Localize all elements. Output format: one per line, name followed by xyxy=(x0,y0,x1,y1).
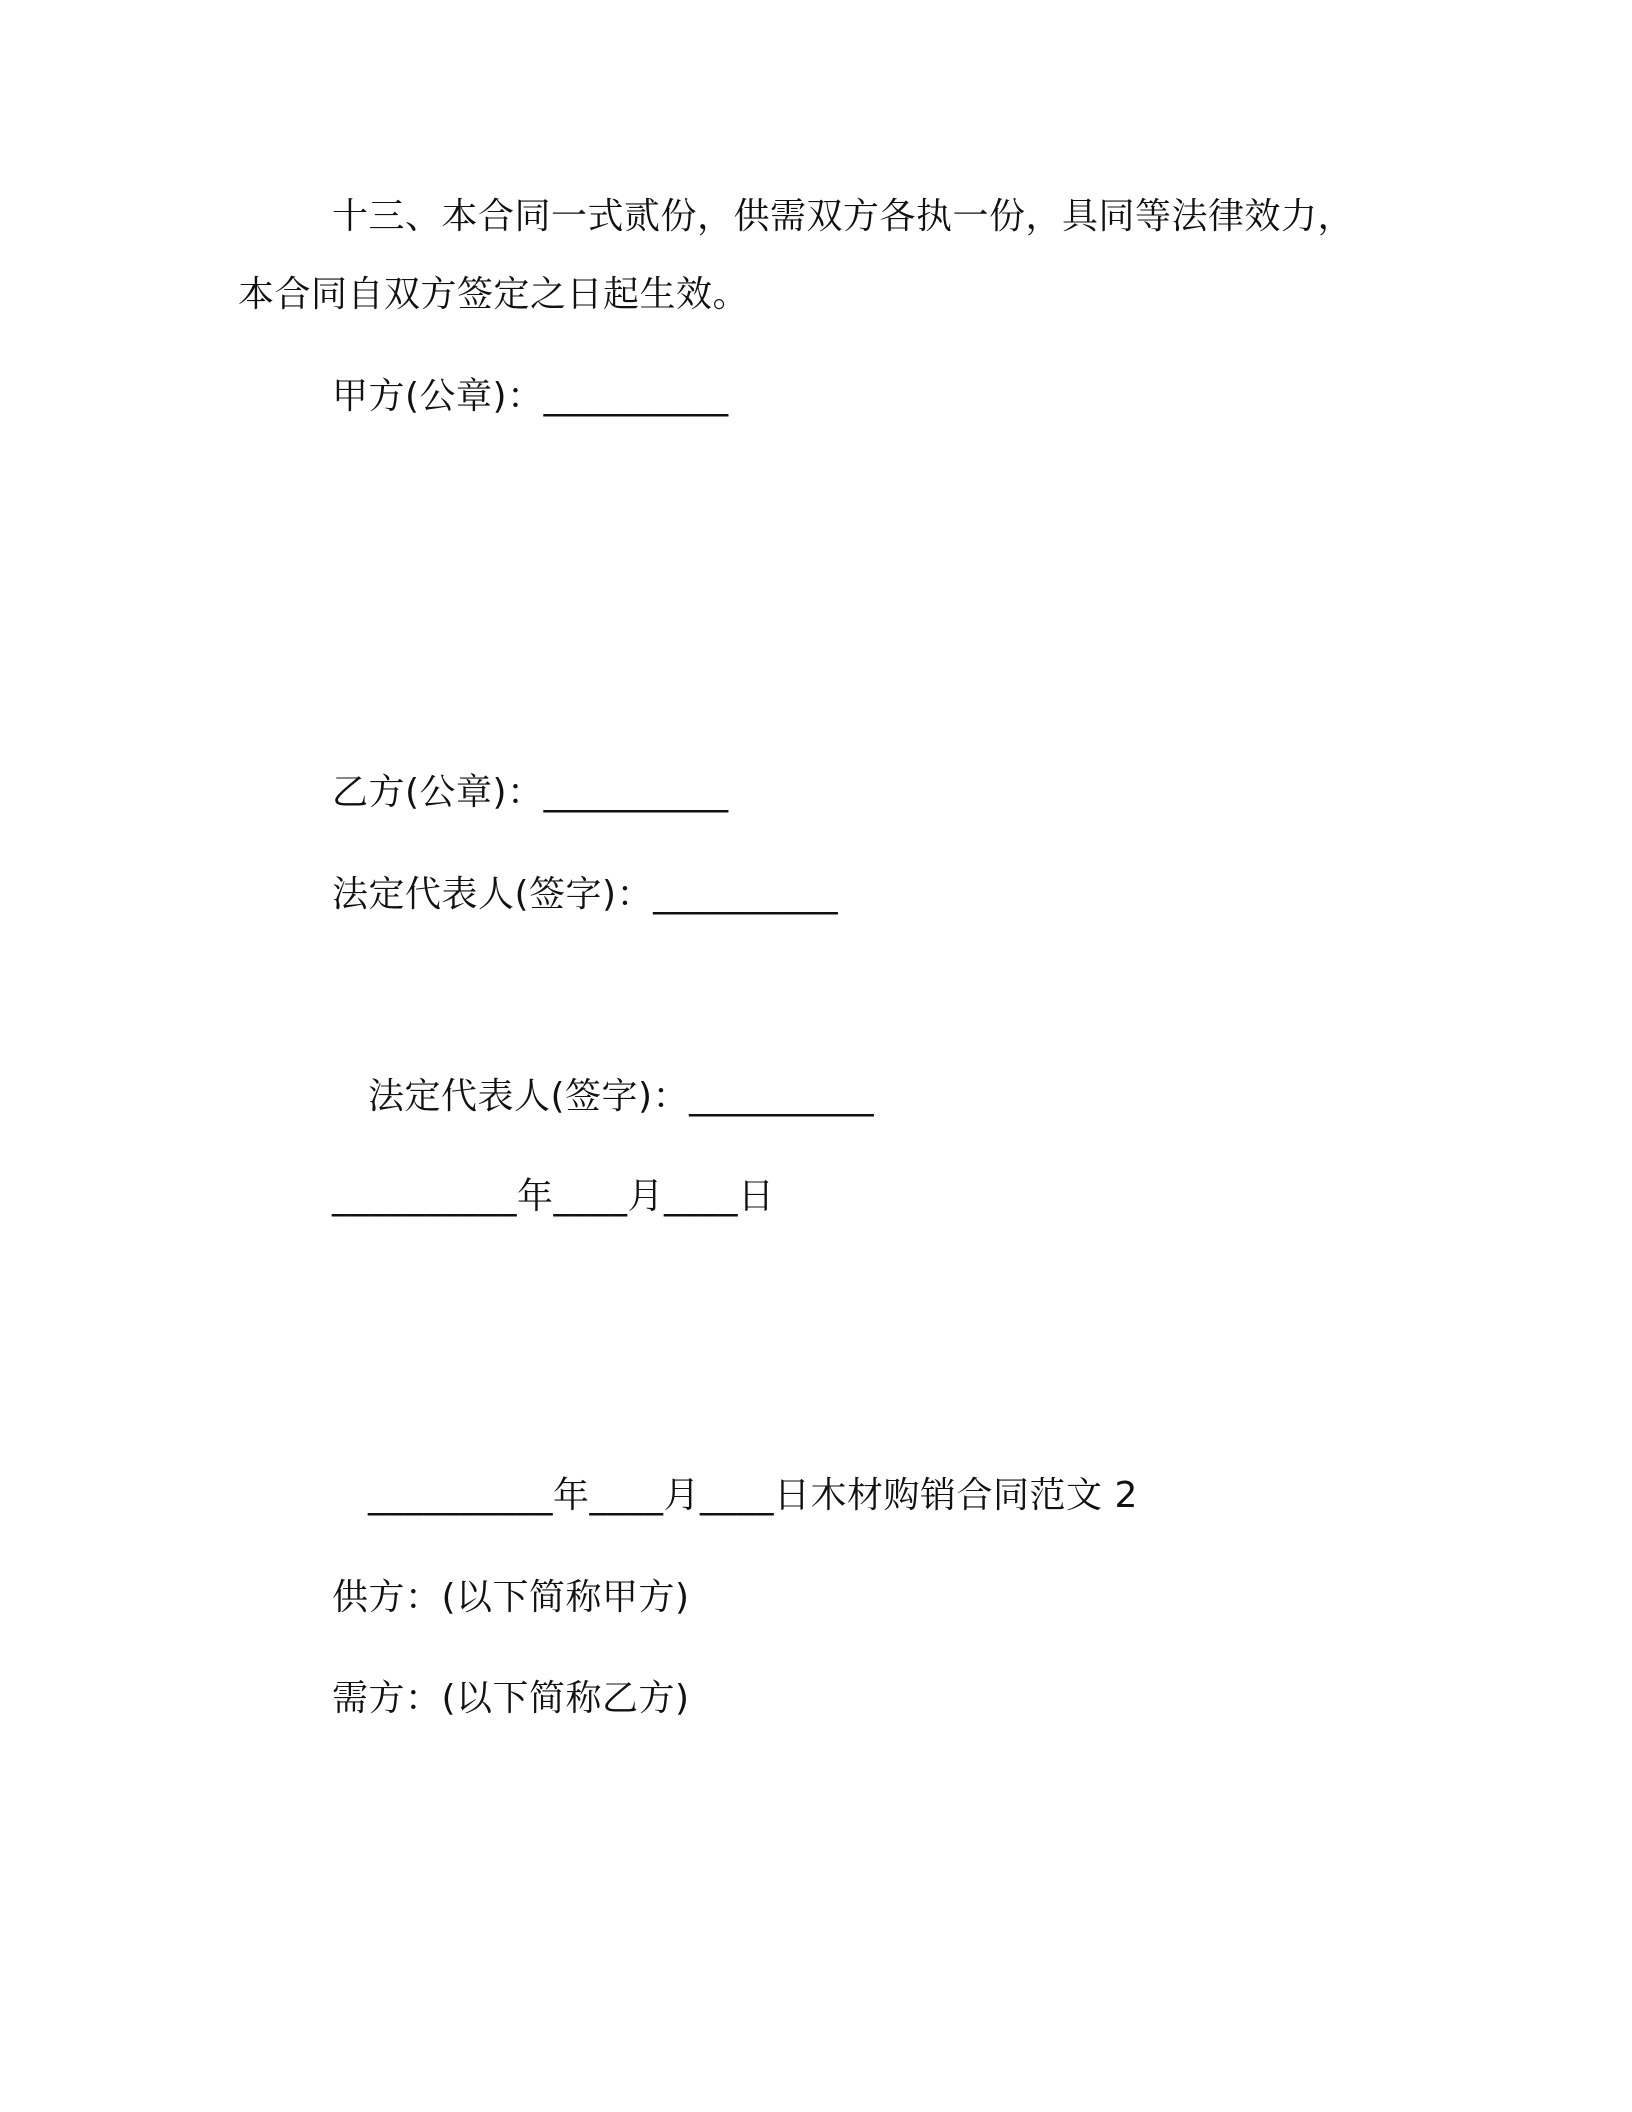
legal-rep-signature-1: 法定代表人(签字)：__________ xyxy=(332,874,839,915)
clause-13-line1: 十三、本合同一式贰份，供需双方各执一份，具同等法律效力， xyxy=(332,196,1355,237)
contract-2-title: __________年____月____日木材购销合同范文 2 xyxy=(368,1475,1138,1516)
buyer-line: 需方：(以下简称乙方) xyxy=(332,1678,690,1719)
date-line: __________年____月____日 xyxy=(332,1176,775,1217)
supplier-line: 供方：(以下简称甲方) xyxy=(332,1577,690,1618)
party-a-seal: 甲方(公章)：__________ xyxy=(332,376,729,417)
clause-13-line2: 本合同自双方签定之日起生效。 xyxy=(238,274,750,315)
party-b-seal: 乙方(公章)：__________ xyxy=(332,772,729,813)
legal-rep-signature-2: 法定代表人(签字)：__________ xyxy=(368,1076,875,1117)
